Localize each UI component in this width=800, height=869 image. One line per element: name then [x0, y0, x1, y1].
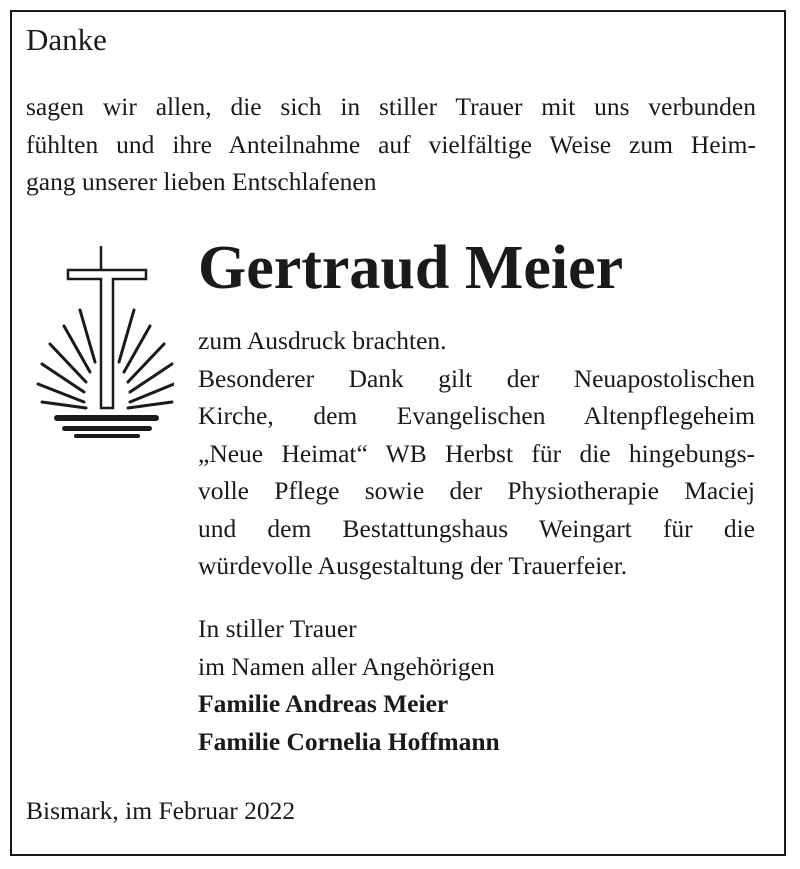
family-name: Familie Cornelia Hoffmann: [198, 726, 500, 756]
body-line: volle Pflege sowie der Physiotherapie Maciej: [198, 476, 755, 505]
closing-line: In stiller Trauer: [198, 614, 357, 643]
body-paragraph: [198, 322, 755, 585]
body-line: „Neue Heimat“ WB Herbst für die hingebungs-: [198, 438, 755, 468]
closing-block: [198, 610, 500, 760]
intro-paragraph: [26, 88, 756, 201]
intro-line: fühlten und ihre Anteilnahme auf vielfältige Weise zum Heim-: [26, 129, 756, 159]
body-line: Kirche, dem Evangelischen Altenpflegeheim: [198, 401, 755, 430]
deceased-name: Gertraud Meier: [198, 234, 624, 302]
notice-heading: Danke: [26, 22, 107, 57]
cross-sunrise-icon: [24, 230, 174, 440]
body-line: Besonderer Dank gilt der Neuapostolischen: [198, 363, 755, 393]
closing-line: im Namen aller Angehörigen: [198, 651, 495, 681]
body-line: zum Ausdruck brachten.: [198, 326, 447, 355]
body-line: und dem Bestattungshaus Weingart für die: [198, 513, 755, 543]
place-date: Bismark, im Februar 2022: [26, 796, 296, 825]
body-line: würdevolle Ausgestaltung der Trauerfeier.: [198, 551, 628, 580]
family-name: Familie Andreas Meier: [198, 689, 449, 718]
intro-line: gang unserer lieben Entschlafenen: [26, 167, 377, 196]
intro-line: sagen wir allen, die sich in stiller Trauer mit uns verbunden: [26, 92, 756, 121]
